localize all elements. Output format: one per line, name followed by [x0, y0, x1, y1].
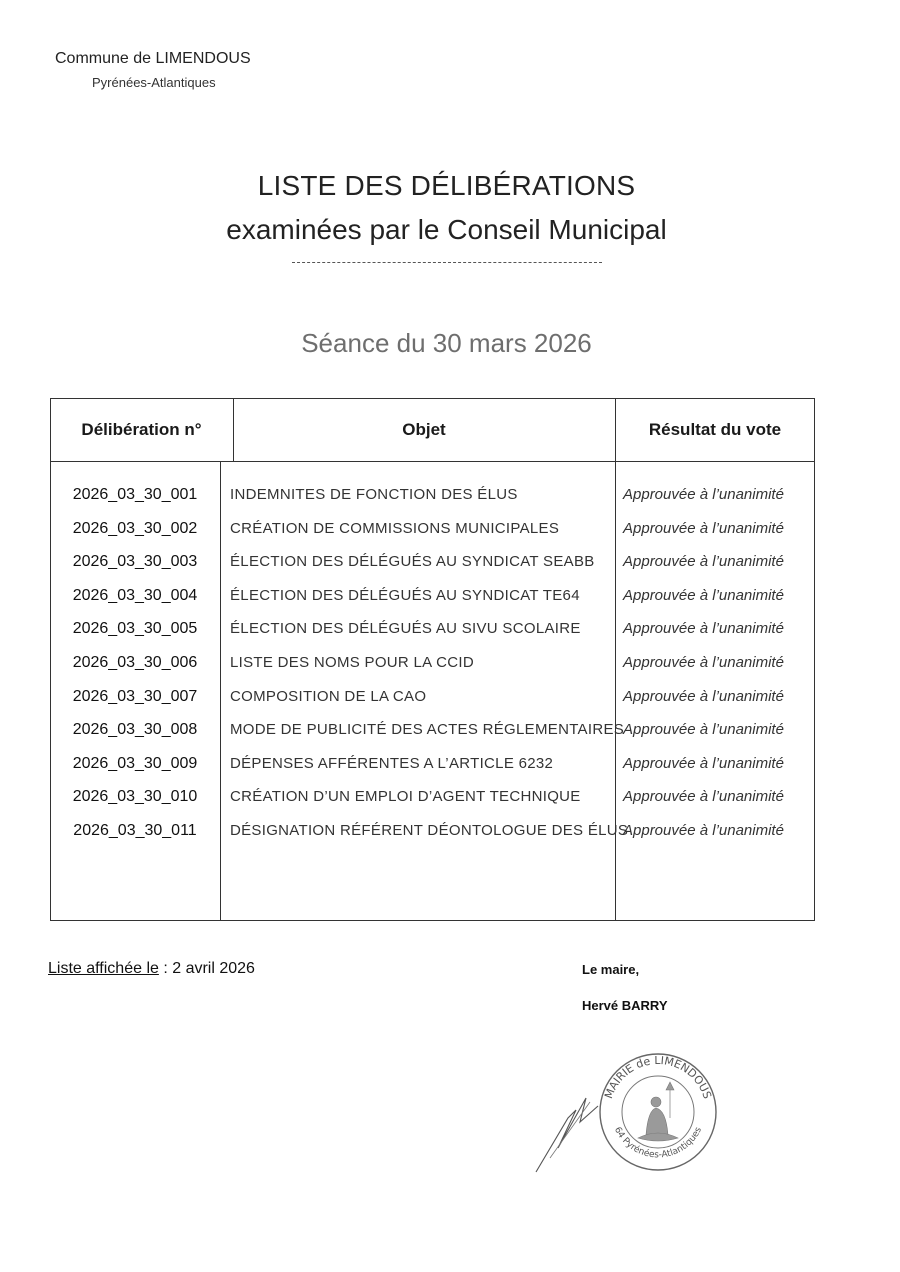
stamp-bottom-text: 64 Pyrénées-Atlantiques	[611, 1125, 705, 1161]
table-row	[50, 680, 815, 714]
column-header-numero: Délibération n°	[81, 420, 202, 439]
vote-result: Approuvée à l’unanimité	[623, 822, 784, 839]
seance-date: Séance du 30 mars 2026	[301, 328, 592, 358]
vote-result: Approuvée à l’unanimité	[623, 553, 784, 571]
table-row	[50, 612, 815, 646]
liste-affichee: Liste affichée le : 2 avril 2026	[48, 960, 255, 977]
deliberation-object: DÉSIGNATION RÉFÉRENT DÉONTOLOGUE DES ÉLUS	[230, 822, 629, 839]
deliberation-object: CRÉATION DE COMMISSIONS MUNICIPALES	[230, 519, 560, 537]
mairie-stamp-signature	[528, 1040, 728, 1180]
deliberation-number: 2026_03_30_011	[73, 822, 197, 839]
deliberation-object: CRÉATION D’UN EMPLOI D’AGENT TECHNIQUE	[230, 788, 581, 806]
vote-result: Approuvée à l’unanimité	[623, 620, 784, 638]
deliberation-number: 2026_03_30_006	[72, 654, 198, 671]
vote-result: Approuvée à l’unanimité	[623, 687, 784, 705]
document-title: LISTE DES DÉLIBÉRATIONS	[257, 170, 636, 201]
vote-result: Approuvée à l’unanimité	[623, 788, 784, 806]
vote-result: Approuvée à l’unanimité	[623, 519, 784, 537]
deliberation-object: ÉLECTION DES DÉLÉGUÉS AU SYNDICAT TE64	[230, 586, 580, 604]
maire-name: Hervé BARRY	[582, 998, 668, 1013]
affichee-label: Liste affichée le	[48, 960, 159, 977]
table-row	[50, 545, 815, 579]
deliberation-object: ÉLECTION DES DÉLÉGUÉS AU SYNDICAT SEABB	[230, 553, 595, 571]
deliberation-object: LISTE DES NOMS POUR LA CCID	[230, 654, 474, 671]
column-header-objet: Objet	[402, 420, 446, 439]
signature-stroke	[550, 1102, 590, 1158]
vote-result: Approuvée à l’unanimité	[623, 486, 784, 503]
deliberation-object: INDEMNITES DE FONCTION DES ÉLUS	[230, 486, 518, 503]
table-row	[50, 512, 815, 546]
deliberation-number: 2026_03_30_001	[72, 486, 198, 503]
affichee-date: 2 avril 2026	[172, 960, 255, 977]
signature-stroke	[536, 1098, 598, 1172]
table-row	[50, 747, 815, 781]
stamp-emblem	[638, 1082, 678, 1141]
deliberation-object: ÉLECTION DES DÉLÉGUÉS AU SIVU SCOLAIRE	[230, 620, 581, 638]
vote-result: Approuvée à l’unanimité	[623, 754, 784, 772]
table-row	[50, 579, 815, 613]
deliberation-number: 2026_03_30_004	[72, 586, 198, 604]
deliberation-number: 2026_03_30_007	[72, 687, 198, 705]
commune-name: Commune de LIMENDOUS	[55, 50, 251, 67]
deliberation-number: 2026_03_30_002	[72, 519, 198, 537]
departement-name: Pyrénées-Atlantiques	[92, 75, 216, 90]
deliberation-number: 2026_03_30_003	[72, 553, 198, 571]
column-header-resultat: Résultat du vote	[648, 420, 782, 439]
document-subtitle: examinées par le Conseil Municipal	[226, 214, 667, 245]
table-header-divider	[50, 461, 815, 462]
deliberation-object: DÉPENSES AFFÉRENTES A L’ARTICLE 6232	[230, 754, 554, 772]
deliberation-number: 2026_03_30_005	[72, 620, 198, 638]
vote-result: Approuvée à l’unanimité	[623, 721, 784, 739]
vote-result: Approuvée à l’unanimité	[623, 654, 784, 671]
table-row	[50, 780, 815, 814]
stamp-top-text: MAIRIE de LIMENDOUS	[602, 1053, 714, 1101]
title-separator	[292, 262, 602, 263]
maire-label: Le maire,	[582, 962, 640, 977]
table-row	[50, 478, 815, 512]
vote-result: Approuvée à l’unanimité	[623, 586, 784, 604]
table-row	[50, 646, 815, 680]
deliberation-number: 2026_03_30_008	[72, 721, 198, 739]
deliberation-number: 2026_03_30_009	[72, 754, 198, 772]
deliberation-object: COMPOSITION DE LA CAO	[230, 687, 427, 705]
deliberation-number: 2026_03_30_010	[72, 788, 198, 806]
deliberation-object: MODE DE PUBLICITÉ DES ACTES RÉGLEMENTAIRES	[230, 721, 625, 739]
table-row	[50, 814, 815, 848]
table-row	[50, 713, 815, 747]
